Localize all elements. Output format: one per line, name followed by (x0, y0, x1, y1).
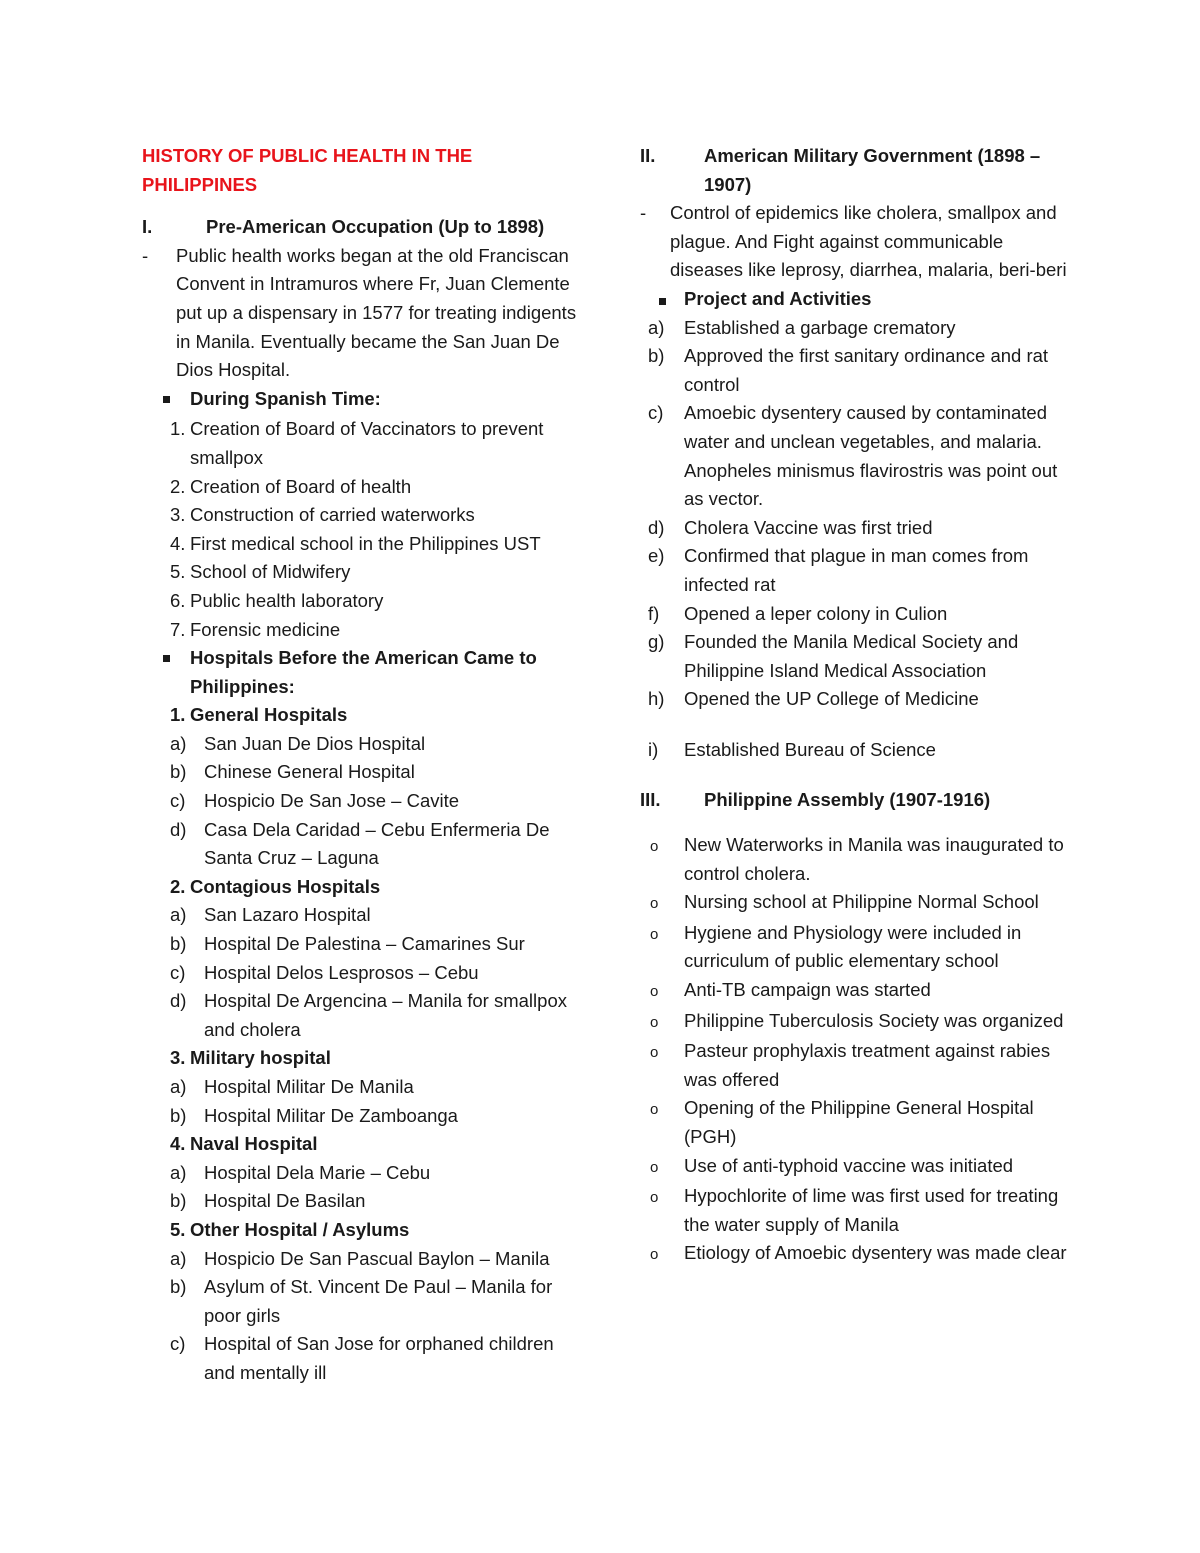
list-item (640, 342, 1070, 399)
item-text: Philippine Tuberculosis Society was organized (684, 1009, 1064, 1031)
item-text: General Hospitals (190, 704, 348, 726)
spanish-time-heading (142, 385, 582, 416)
intro-text: Public health works began at the old Franciscan Convent in Intramuros where Fr, Juan Clemente put up a dispensary in 1577 for treating indigents in Manila. Eventually became the San Juan De Dios Hospital. (176, 244, 577, 381)
item-text: Pasteur prophylaxis treatment against rabies was offered (684, 1040, 1051, 1090)
circle-bullet-icon: o (650, 1189, 659, 1207)
item-text: Established a garbage crematory (684, 316, 956, 338)
letter-marker: c) (170, 1333, 186, 1355)
letter-marker: f) (648, 602, 660, 624)
subheading-text: Project and Activities (684, 287, 872, 309)
item-text: Anti-TB campaign was started (684, 979, 931, 1001)
section-1-intro (142, 242, 582, 385)
section-title: American Military Government (1898 – 1907) (704, 145, 1041, 195)
list-item (640, 831, 1070, 888)
item-text: Chinese General Hospital (204, 761, 415, 783)
list-item (640, 1239, 1070, 1270)
list-item (142, 1245, 582, 1274)
right-column (640, 142, 1070, 1270)
item-text: Military hospital (190, 1047, 331, 1069)
list-item (142, 987, 582, 1044)
item-text: Cholera Vaccine was first tried (684, 516, 933, 538)
item-text: Hospital De Palestina – Camarines Sur (204, 933, 525, 955)
list-item (142, 959, 582, 988)
item-text: Amoebic dysentery caused by contaminated water and unclean vegetables, and malaria. Anopheles minismus flavirostris was point out as vector. (684, 402, 1058, 510)
section-title: Philippine Assembly (1907-1916) (704, 789, 991, 811)
circle-bullet-icon: o (650, 1044, 659, 1062)
list-item (142, 473, 582, 502)
item-text: Other Hospital / Asylums (190, 1218, 410, 1240)
square-bullet-icon (640, 285, 684, 314)
item-text: San Juan De Dios Hospital (204, 732, 426, 754)
item-text: Hospital Militar De Manila (204, 1076, 414, 1097)
letter-marker: b) (170, 1190, 187, 1212)
letter-marker: d) (170, 990, 187, 1012)
letter-marker: i) (648, 738, 659, 760)
hospital-group-heading (142, 1216, 582, 1245)
list-item (142, 616, 582, 645)
letter-marker: a) (170, 1247, 187, 1269)
section-title: Pre-American Occupation (Up to 1898) (206, 216, 545, 238)
letter-marker: c) (170, 790, 186, 812)
list-item (640, 514, 1070, 543)
dash-marker: - (640, 202, 647, 224)
circle-bullet-icon: o (650, 1246, 659, 1264)
letter-marker: c) (170, 961, 186, 983)
item-text: New Waterworks in Manila was inaugurated to control cholera. (684, 834, 1064, 884)
item-text: Hospital of San Jose for orphaned children and mentally ill (204, 1333, 554, 1383)
list-item (142, 901, 582, 930)
list-item (640, 628, 1070, 685)
list-item (142, 787, 582, 816)
item-text: Naval Hospital (190, 1133, 318, 1155)
item-text: Opened the UP College of Medicine (684, 688, 979, 710)
projects-list (640, 314, 1070, 714)
item-text: Etiology of Amoebic dysentery was made clear (684, 1242, 1067, 1264)
left-column (142, 142, 582, 1388)
number-marker: 3. (170, 1047, 186, 1069)
list-item (640, 600, 1070, 629)
number-marker: 7. (170, 618, 186, 640)
item-text: Hospicio De San Pascual Baylon – Manila (204, 1247, 550, 1269)
item-text: First medical school in the Philippines UST (190, 532, 541, 554)
subheading-text: During Spanish Time: (190, 387, 381, 409)
section-number: III. (640, 789, 661, 811)
circle-bullet-icon: o (650, 925, 659, 943)
item-text: Opened a leper colony in Culion (684, 602, 948, 624)
list-item (142, 587, 582, 616)
spanish-time-list (142, 415, 582, 644)
number-marker: 2. (170, 475, 186, 497)
circle-bullet-icon: o (650, 1158, 659, 1176)
square-bullet-icon (142, 644, 190, 675)
list-item (640, 1007, 1070, 1038)
item-text: Use of anti-typhoid vaccine was initiated (684, 1154, 1014, 1176)
list-item (640, 1182, 1070, 1239)
list-item (142, 1187, 582, 1216)
list-item (142, 730, 582, 759)
number-marker: 1. (170, 418, 186, 440)
list-item (640, 1094, 1070, 1151)
letter-marker: d) (648, 516, 665, 538)
number-marker: 6. (170, 589, 186, 611)
list-item (640, 888, 1070, 919)
section-2-intro (640, 199, 1070, 285)
section-number: II. (640, 145, 656, 166)
projects-heading (640, 285, 1070, 314)
list-item (640, 1152, 1070, 1183)
item-text: Forensic medicine (190, 618, 341, 640)
item-text: Creation of Board of health (190, 475, 412, 497)
intro-text: Control of epidemics like cholera, smallpox and plague. And Fight against communicable diseases like leprosy, diarrhea, malaria, beri-beri (670, 202, 1067, 281)
item-text: Hospital De Argencina – Manila for smallpox and cholera (204, 990, 567, 1040)
assembly-list (640, 831, 1070, 1270)
item-text: Construction of carried waterworks (190, 504, 475, 526)
subheading-text: Hospitals Before the American Came to Philippines: (190, 647, 537, 697)
letter-marker: a) (170, 904, 187, 926)
item-text: Confirmed that plague in man comes from infected rat (684, 545, 1029, 595)
list-item (640, 399, 1070, 513)
letter-marker: b) (170, 761, 187, 783)
section-1-heading (142, 213, 582, 242)
item-text: Asylum of St. Vincent De Paul – Manila for poor girls (204, 1276, 553, 1326)
item-text: Contagious Hospitals (190, 875, 381, 897)
list-item (640, 919, 1070, 976)
letter-marker: a) (648, 316, 665, 338)
list-item (142, 415, 582, 472)
number-marker: 4. (170, 1133, 186, 1155)
item-text: Opening of the Philippine General Hospital (PGH) (684, 1097, 1034, 1147)
list-item (142, 758, 582, 787)
list-item (640, 976, 1070, 1007)
item-text: Established Bureau of Science (684, 738, 936, 760)
list-item (142, 816, 582, 873)
list-item (640, 736, 1070, 765)
letter-marker: b) (648, 345, 665, 367)
list-item (640, 542, 1070, 599)
number-marker: 3. (170, 504, 186, 526)
letter-marker: b) (170, 1104, 187, 1126)
hospital-groups-list (142, 701, 582, 1387)
list-item (142, 1073, 582, 1102)
circle-bullet-icon: o (650, 1101, 659, 1119)
list-item (142, 1159, 582, 1188)
list-item (142, 530, 582, 559)
section-2-heading (640, 142, 1070, 199)
number-marker: 2. (170, 875, 186, 897)
number-marker: 5. (170, 1218, 186, 1240)
circle-bullet-icon: o (650, 895, 659, 913)
letter-marker: g) (648, 631, 665, 653)
letter-marker: a) (170, 1076, 187, 1097)
item-text: School of Midwifery (190, 561, 351, 583)
number-marker: 1. (170, 704, 186, 726)
item-text: Hospital Delos Lesprosos – Cebu (204, 961, 479, 983)
letter-marker: e) (648, 545, 665, 567)
list-item (142, 1102, 582, 1131)
circle-bullet-icon: o (650, 1013, 659, 1031)
square-bullet-icon (142, 385, 190, 416)
item-text: Hospital Dela Marie – Cebu (204, 1161, 431, 1183)
list-item (142, 1273, 582, 1330)
letter-marker: a) (170, 1161, 187, 1183)
letter-marker: a) (170, 732, 187, 754)
list-item (142, 558, 582, 587)
item-text: Casa Dela Caridad – Cebu Enfermeria De Santa Cruz – Laguna (204, 818, 550, 869)
letter-marker: c) (648, 402, 664, 424)
circle-bullet-icon: o (650, 983, 659, 1001)
hospital-group-heading (142, 873, 582, 902)
item-text: Founded the Manila Medical Society and Philippine Island Medical Association (684, 631, 1019, 681)
item-text: Approved the first sanitary ordinance and rat control (684, 345, 1049, 395)
section-number: I. (142, 216, 153, 238)
item-text: Public health laboratory (190, 589, 384, 611)
hospital-group-heading (142, 1130, 582, 1159)
list-item (640, 314, 1070, 343)
section-3-heading (640, 786, 1070, 815)
letter-marker: b) (170, 933, 187, 955)
hospital-group-heading (142, 1044, 582, 1073)
hospitals-heading (142, 644, 582, 701)
item-text: Hospicio De San Jose – Cavite (204, 790, 460, 812)
item-text: Creation of Board of Vaccinators to prevent smallpox (190, 418, 544, 468)
list-item (640, 1037, 1070, 1094)
letter-marker: d) (170, 818, 187, 840)
list-item (142, 1330, 582, 1387)
hospital-group-heading (142, 701, 582, 730)
number-marker: 5. (170, 561, 186, 583)
list-item (142, 930, 582, 959)
list-item (142, 501, 582, 530)
number-marker: 4. (170, 532, 186, 554)
letter-marker: b) (170, 1276, 187, 1298)
item-text: Nursing school at Philippine Normal School (684, 891, 1039, 913)
item-text: San Lazaro Hospital (204, 904, 371, 926)
item-text: Hypochlorite of lime was first used for treating the water supply of Manila (684, 1185, 1059, 1235)
letter-marker: h) (648, 688, 665, 710)
document-title: HISTORY OF PUBLIC HEALTH IN THE PHILIPPINES (142, 145, 473, 195)
dash-marker: - (142, 244, 149, 266)
item-text: Hygiene and Physiology were included in curriculum of public elementary school (684, 921, 1022, 972)
item-text: Hospital Militar De Zamboanga (204, 1104, 458, 1126)
item-text: Hospital De Basilan (204, 1190, 366, 1212)
circle-bullet-icon: o (650, 838, 659, 856)
list-item (640, 685, 1070, 714)
